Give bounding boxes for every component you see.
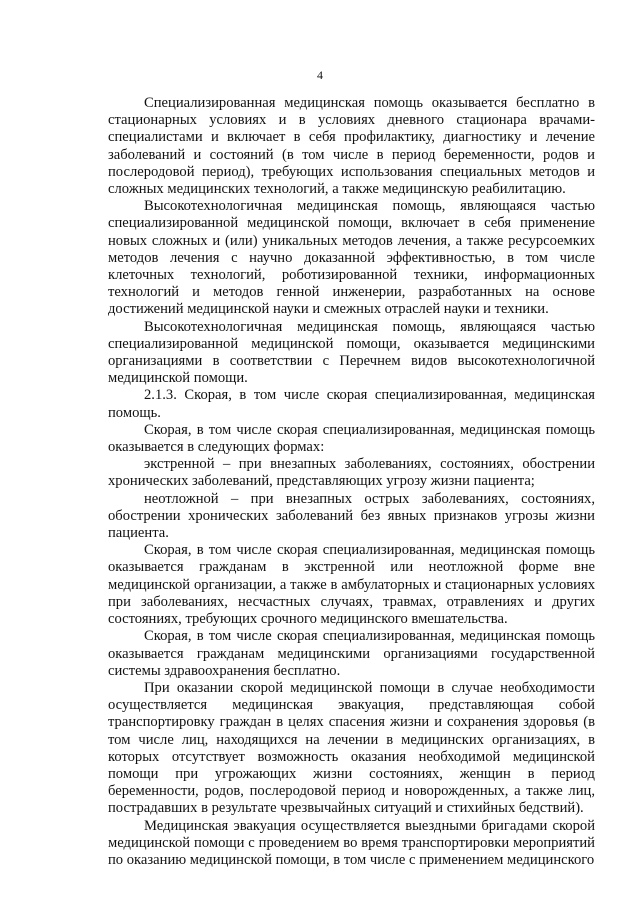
paragraph-medical-evacuation: При оказании скорой медицинской помощи в случае необходимости осуществляется медицинская эвакуация, представляющая собой транспортировку граждан в целях спасения жизни и сохранения здоровья (в том числе лиц, находящихся на лечении в медицинских организациях, в которых отсутствует возможность оказания необходимой медицинской помощи при угрожающих жизни состояниях, женщин в период беременности, родов, послеродовой период и новорожденных, а также лиц, пострадавших в результате чрезвычайных ситуаций и стихийных бедствий). bbox=[108, 679, 595, 817]
paragraph-emergency-free: Скорая, в том числе скорая специализированная, медицинская помощь оказывается гражданам медицинскими организациями государственной системы здравоохранения бесплатно. bbox=[108, 628, 595, 679]
paragraph-evacuation-teams: Медицинская эвакуация осуществляется выездными бригадами скорой медицинской помощи с проведением во время транспортировки мероприятий по оказанию медицинской помощи, в том числе с применением медицинского bbox=[108, 817, 595, 868]
paragraph-high-tech-provision: Высокотехнологичная медицинская помощь, являющаяся частью специализированной медицинской помощи, оказывается медицинскими организациями в соответствии с Перечнем видов высокотехнологичной медицинской помощи. bbox=[108, 318, 595, 387]
page-number: 4 bbox=[317, 68, 323, 82]
list-item-emergency: экстренной – при внезапных заболеваниях, состояниях, обострении хронических заболеваний, представляющих угрозу жизни пациента; bbox=[108, 456, 595, 490]
paragraph-specialized-care: Специализированная медицинская помощь оказывается бесплатно в стационарных условиях и в условиях дневного стационара врачами-специалистами и включает в себя профилактику, диагностику и лечение заболеваний и состояний (в том числе в период беременности, родов и послеродовой период), требующих использования специальных методов и сложных медицинских технологий, а также медицинскую реабилитацию. bbox=[108, 95, 595, 198]
document-body bbox=[108, 95, 595, 869]
list-item-urgent: неотложной – при внезапных острых заболеваниях, состояниях, обострении хронических заболеваний без явных признаков угрозы жизни пациента. bbox=[108, 490, 595, 542]
section-heading-2-1-3: 2.1.3. Скорая, в том числе скорая специализированная, медицинская помощь. bbox=[108, 387, 595, 421]
paragraph-high-tech-definition: Высокотехнологичная медицинская помощь, являющаяся частью специализированной медицинской помощи, включает в себя применение новых сложных и (или) уникальных методов лечения, а также ресурсоемких методов лечения с научно доказанной эффективностью, в том числе клеточных технологий, роботизированной техники, информационных технологий и методов генной инженерии, разработанных на основе достижений медицинской науки и смежных отраслей науки и техники. bbox=[108, 198, 595, 318]
paragraph-emergency-forms: Скорая, в том числе скорая специализированная, медицинская помощь оказывается в следующих формах: bbox=[108, 421, 595, 456]
paragraph-emergency-scope: Скорая, в том числе скорая специализированная, медицинская помощь оказывается гражданам в экстренной или неотложной форме вне медицинской организации, а также в амбулаторных и стационарных условиях при заболеваниях, несчастных случаях, травмах, отравлениях и других состояниях, требующих срочного медицинского вмешательства. bbox=[108, 542, 595, 628]
